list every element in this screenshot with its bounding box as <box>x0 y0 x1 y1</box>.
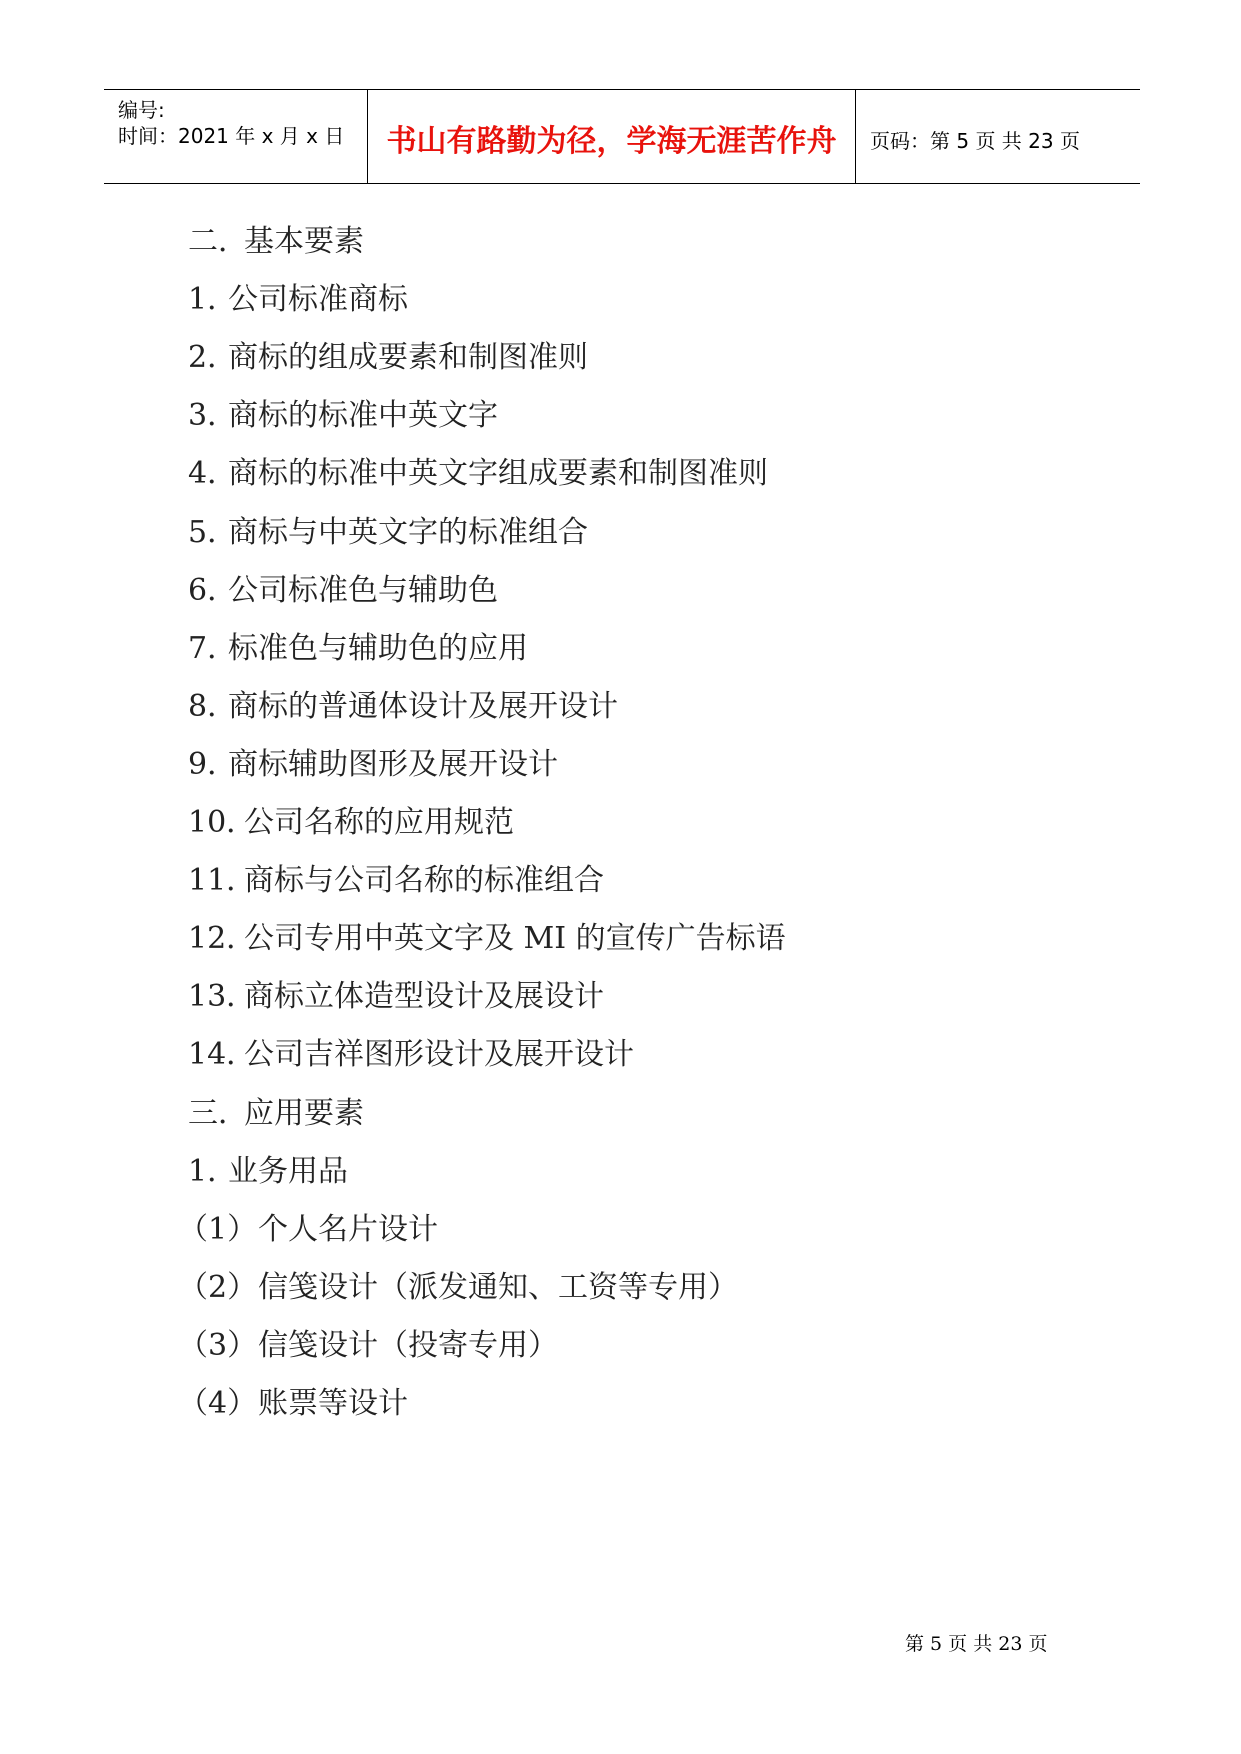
outline-item-number: 7． <box>188 630 238 666</box>
outline-item-text: 公司吉祥图形设计及展开设计 <box>244 1037 634 1073</box>
page-header <box>104 89 1140 184</box>
document-number-label: 编号: <box>118 98 165 122</box>
outline-item-number: 13． <box>188 979 257 1015</box>
outline-item-text: 基本要素 <box>244 224 364 259</box>
outline-item-number: （3） <box>178 1327 258 1363</box>
outline-item-text: 商标立体造型设计及展设计 <box>244 979 604 1015</box>
outline-item-number: 5． <box>188 514 238 550</box>
outline-item-number: 三． <box>188 1095 248 1131</box>
outline-item-text: 公司专用中英文字及 MI 的宣传广告标语 <box>244 921 786 957</box>
header-right-cell <box>856 90 1140 183</box>
outline-item-text: 商标与公司名称的标准组合 <box>244 863 604 899</box>
header-motto: 书山有路勤为径，学海无涯苦作舟 <box>386 124 837 159</box>
outline-item-number: 8． <box>188 688 238 724</box>
outline-item-number: 9． <box>188 746 238 782</box>
outline-item-text: 公司标准色与辅助色 <box>228 572 498 608</box>
outline-item-number: （2） <box>178 1269 258 1305</box>
outline-item-text: 业务用品 <box>228 1153 348 1189</box>
outline-item-number: 3． <box>188 398 238 434</box>
outline-item-text: 信笺设计（投寄专用） <box>258 1327 558 1363</box>
outline-item-text: 商标的标准中英文字组成要素和制图准则 <box>228 456 768 492</box>
outline-item-text: 标准色与辅助色的应用 <box>228 630 528 666</box>
outline-item-text: 公司标准商标 <box>228 282 408 318</box>
outline-item-number: 11． <box>188 863 257 899</box>
outline-item-number: （1） <box>178 1211 258 1247</box>
outline-item-number: 12． <box>188 921 257 957</box>
outline-item-number: 14． <box>188 1037 257 1073</box>
outline-item-text: 信笺设计（派发通知、工资等专用） <box>258 1269 738 1305</box>
outline-item-text: 应用要素 <box>244 1095 364 1131</box>
outline-item-text: 账票等设计 <box>258 1386 408 1421</box>
header-middle-cell <box>367 90 856 183</box>
outline-item-number: 2． <box>188 340 238 376</box>
document-time-label: 时间：2021 年 x 月 x 日 <box>118 124 345 148</box>
header-page-label: 页码：第 5 页 共 23 页 <box>870 129 1080 153</box>
outline-item-text: 商标的普通体设计及展开设计 <box>228 688 618 724</box>
outline-item-number: （4） <box>178 1386 258 1421</box>
outline-item-text: 商标的标准中英文字 <box>228 398 498 434</box>
header-left-cell <box>104 90 366 183</box>
outline-item-number: 4． <box>188 456 238 492</box>
outline-item-text: 个人名片设计 <box>258 1211 438 1247</box>
outline-item-text: 商标辅助图形及展开设计 <box>228 746 558 782</box>
outline-item-number: 二． <box>188 224 248 259</box>
outline-item-number: 1． <box>188 282 238 318</box>
outline-item-text: 公司名称的应用规范 <box>244 805 514 840</box>
outline-item-number: 6． <box>188 572 238 608</box>
outline-item-number: 10． <box>188 805 257 840</box>
outline-item-text: 商标与中英文字的标准组合 <box>228 514 588 550</box>
outline-item-number: 1． <box>188 1153 238 1189</box>
outline-item-text: 商标的组成要素和制图准则 <box>228 340 588 376</box>
footer-page-number: 第 5 页 共 23 页 <box>905 1633 1048 1655</box>
